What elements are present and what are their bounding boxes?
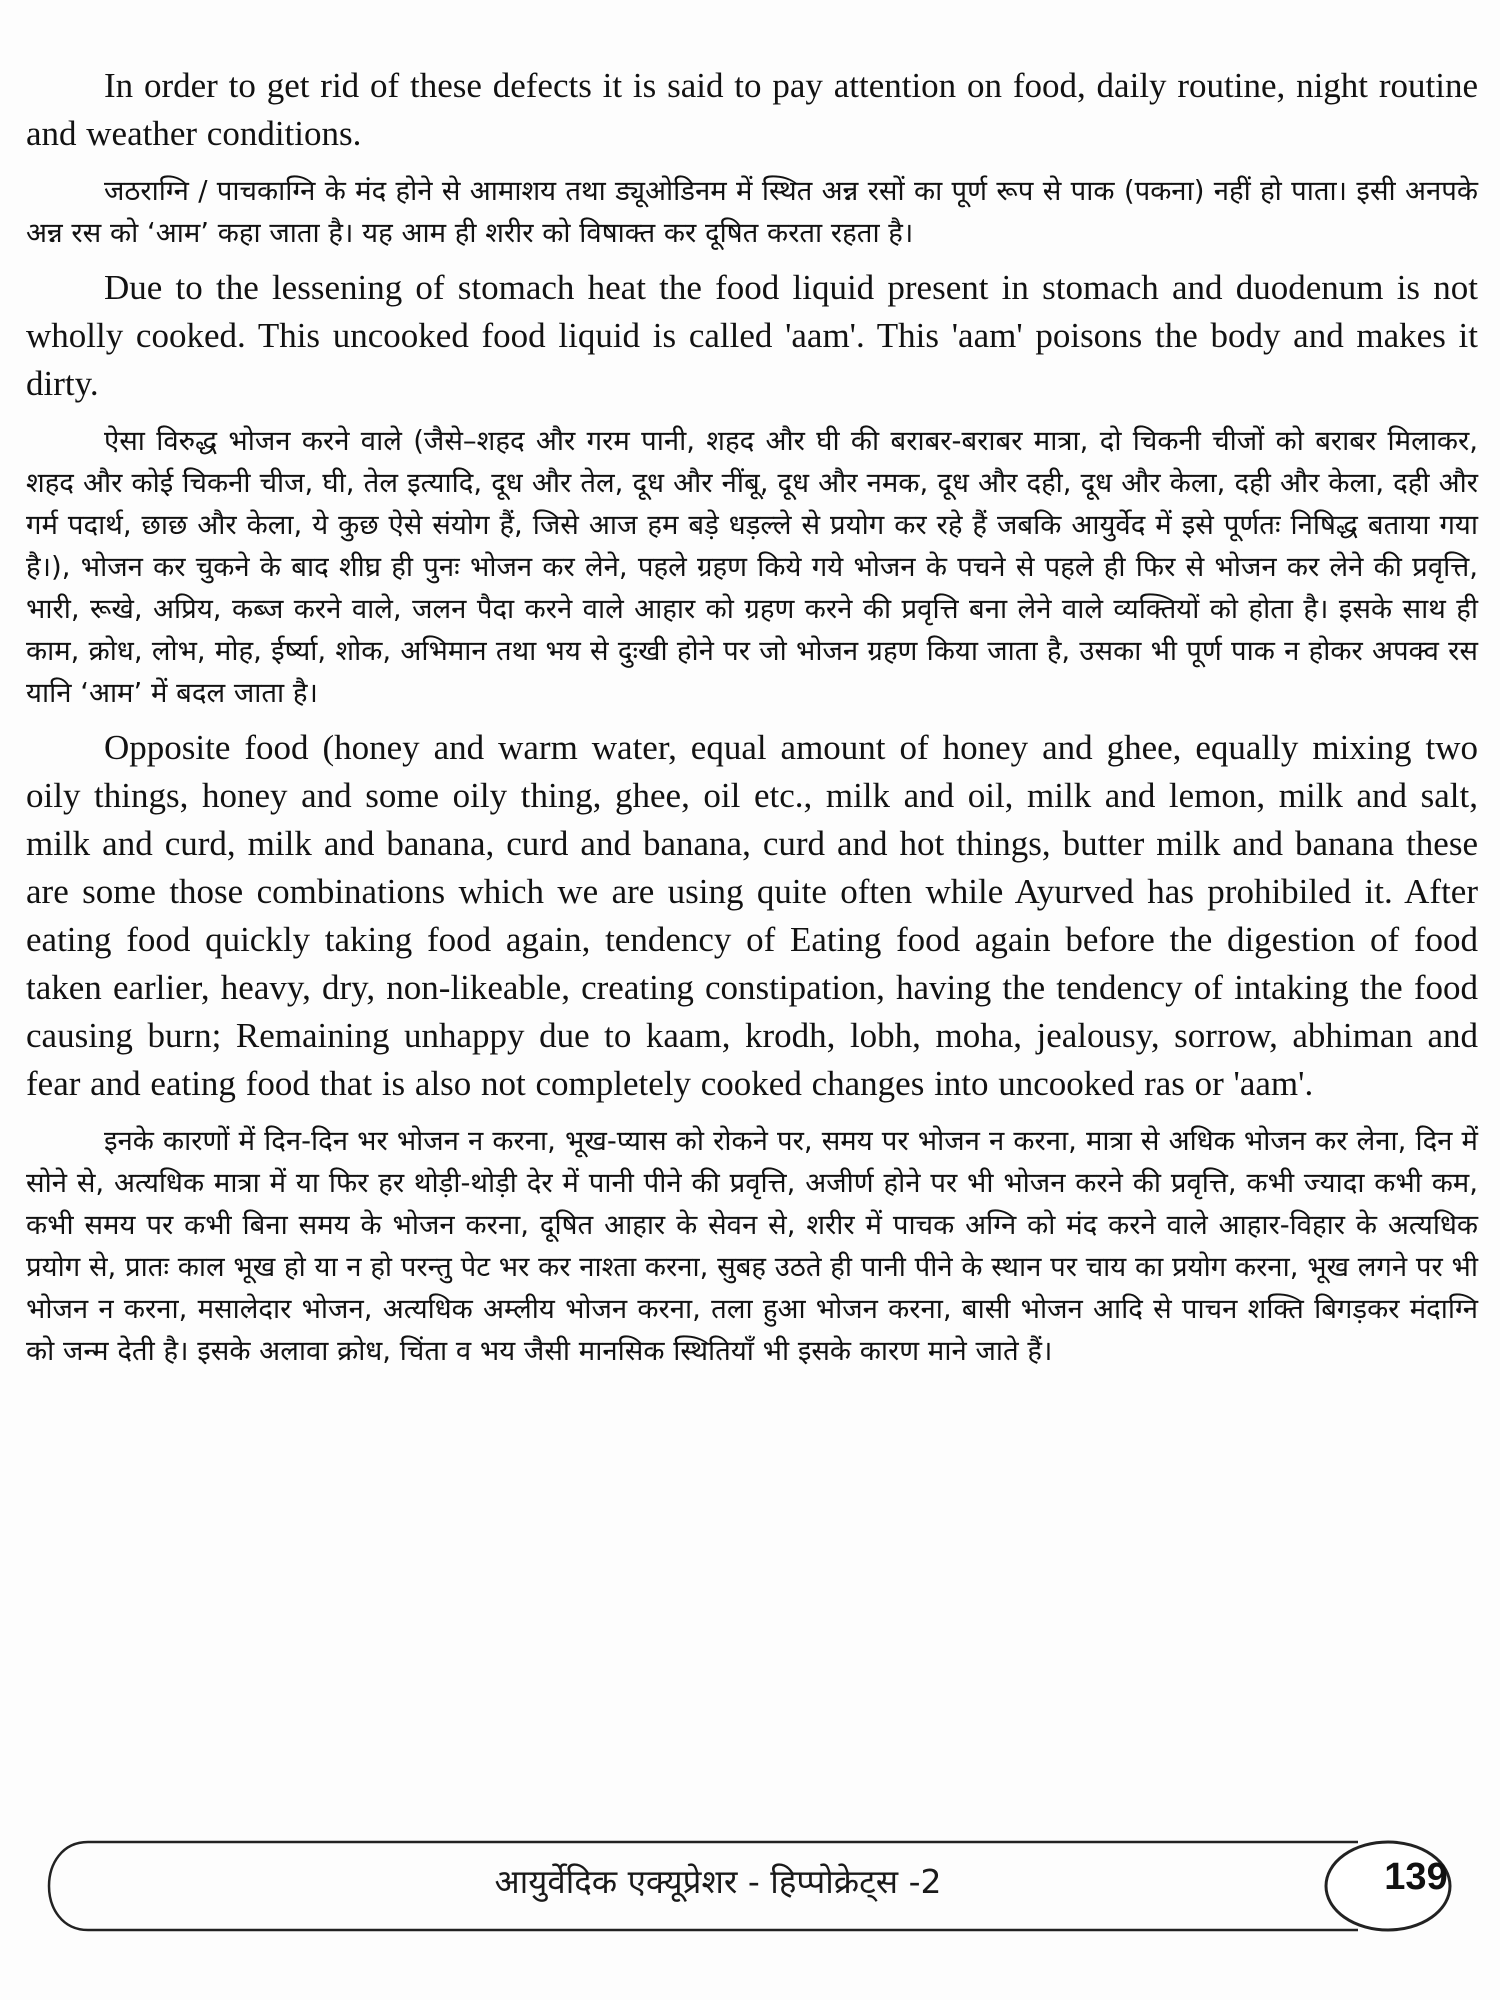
footer: [28, 1836, 1468, 1936]
paragraph-hindi-2: ऐसा विरुद्ध भोजन करने वाले (जैसे–शहद और गरम पानी, शहद और घी की बराबर-बराबर मात्रा, दो चिकनी चीजों को बराबर मिलाकर, शहद और कोई चिकनी चीज, घी, तेल इत्यादि, दूध और तेल, दूध और नींबू, दूध और नमक, दूध और दही, दूध और केला, दही और केला, दही और गर्म पदार्थ, छाछ और केला, ये कुछ ऐसे संयोग हैं, जिसे आज हम बड़े धड़ल्ले से प्रयोग कर रहे हैं जबकि आयुर्वेद में इसे पूर्णतः निषिद्ध बताया गया है।), भोजन कर चुकने के बाद शीघ्र ही पुनः भोजन कर लेने, पहले ग्रहण किये गये भोजन के पचने से पहले ही फिर से भोजन कर लेने की प्रवृत्ति, भारी, रूखे, अप्रिय, कब्ज करने वाले, जलन पैदा करने वाले आहार को ग्रहण करने की प्रवृत्ति बना लेने वाले व्यक्तियों को होता है। इसके साथ ही काम, क्रोध, लोभ, मोह, ईर्ष्या, शोक, अभिमान तथा भय से दुःखी होने पर जो भोजन ग्रहण किया जाता है, उसका भी पूर्ण पाक न होकर अपक्व रस यानि ‘आम’ में बदल जाता है।: [26, 425, 1479, 709]
book-title: आयुर्वेदिक एक्यूप्रेशर - हिप्पोक्रेट्स -2: [494, 1862, 942, 1901]
paragraph-hindi-1: जठराग्नि / पाचकाग्नि के मंद होने से आमाशय तथा ड्यूओडिनम में स्थित अन्न रसों का पूर्ण रूप से पाक (पकना) नहीं हो पाता। इसी अनपके अन्न रस को ‘आम’ कहा जाता है। यह आम ही शरीर को विषाक्त कर दूषित करता रहता है।: [26, 175, 1478, 249]
page-number: 139: [1384, 1856, 1448, 1898]
paragraph-english-2: Due to the lessening of stomach heat the food liquid present in stomach and duodenum is not wholly cooked. This uncooked food liquid is called 'aam'. This 'aam' poisons the body and makes it dirty.: [26, 268, 1478, 403]
paragraph-english-3: Opposite food (honey and warm water, equal amount of honey and ghee, equally mixing two oily things, honey and some oily thing, ghee, oil etc., milk and oil, milk and lemon, milk and salt, milk and curd, milk and banana, curd and banana, curd and hot things, butter milk and banana these are some those combinations which we are using quite often while Ayurved has prohibiled it. After eating food quickly taking food again, tendency of Eating food again before the digestion of food taken earlier, heavy, dry, non-likeable, creating constipation, having the tendency of intaking the food causing burn; Remaining unhappy due to kaam, krodh, lobh, moha, jealousy, sorrow, abhiman and fear and eating food that is also not completely cooked changes into uncooked ras or 'aam'.: [26, 728, 1478, 1103]
paragraph-english-1: In order to get rid of these defects it is said to pay attention on food, daily routine, night routine and weather conditions.: [26, 66, 1478, 153]
body-text: [26, 62, 1478, 1372]
paragraph-hindi-3: इनके कारणों में दिन-दिन भर भोजन न करना, भूख-प्यास को रोकने पर, समय पर भोजन न करना, मात्रा से अधिक भोजन कर लेना, दिन में सोने से, अत्यधिक मात्रा में या फिर हर थोड़ी-थोड़ी देर में पानी पीने की प्रवृत्ति, अजीर्ण होने पर भी भोजन करने की प्रवृत्ति, कभी ज्यादा कभी कम, कभी समय पर कभी बिना समय के भोजन करना, दूषित आहार के सेवन से, शरीर में पाचक अग्नि को मंद करने वाले आहार-विहार के अत्यधिक प्रयोग से, प्रातः काल भूख हो या न हो परन्तु पेट भर कर नाश्ता करना, सुबह उठते ही पानी पीने के स्थान पर चाय का प्रयोग करना, भूख लगने पर भी भोजन न करना, मसालेदार भोजन, अत्यधिक अम्लीय भोजन करना, तला हुआ भोजन करना, बासी भोजन आदि से पाचन शक्ति बिगड़कर मंदाग्नि को जन्म देती है। इसके अलावा क्रोध, चिंता व भय जैसी मानसिक स्थितियाँ भी इसके कारण माने जाते हैं।: [26, 1125, 1478, 1367]
